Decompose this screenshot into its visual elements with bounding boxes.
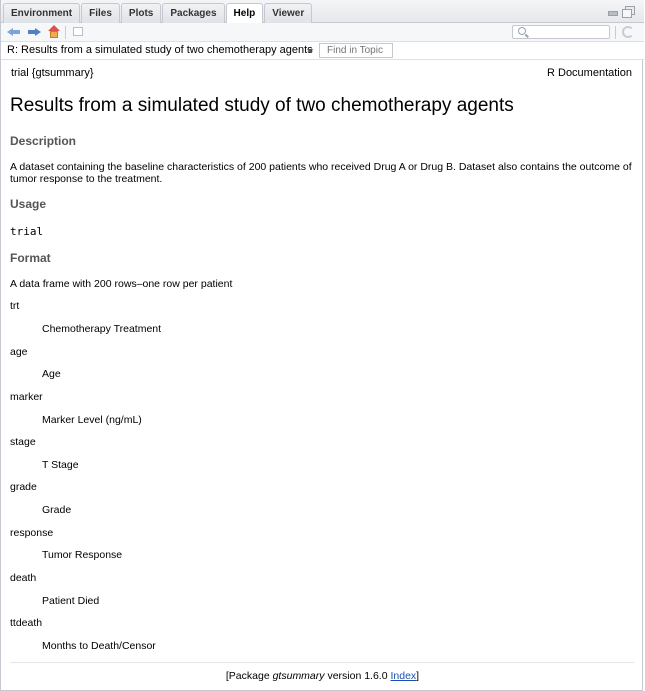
refresh-icon[interactable] xyxy=(622,26,634,38)
term-marker: marker xyxy=(10,391,43,403)
back-arrow-icon[interactable] xyxy=(7,25,21,39)
footer-prefix: [Package xyxy=(225,670,273,682)
home-icon[interactable] xyxy=(47,25,61,39)
minimize-icon[interactable] xyxy=(607,6,619,17)
description-heading: Description xyxy=(10,134,77,148)
doc-header-right: R Documentation xyxy=(547,67,632,79)
topic-bar xyxy=(1,42,644,60)
footer-suffix: ] xyxy=(416,670,420,682)
home-body xyxy=(50,31,58,38)
def-age: Age xyxy=(42,368,61,380)
def-marker: Marker Level (ng/mL) xyxy=(42,414,142,426)
forward-arrow-icon[interactable] xyxy=(27,25,41,39)
doc-header-left: trial {gtsummary} xyxy=(11,67,94,79)
def-grade: Grade xyxy=(42,504,72,516)
def-trt: Chemotherapy Treatment xyxy=(42,323,162,335)
tabs xyxy=(3,3,313,23)
help-search-input[interactable] xyxy=(512,25,610,39)
def-death: Patient Died xyxy=(42,595,100,607)
page-title: Results from a simulated study of two chemotherapy agents xyxy=(10,95,514,116)
tab-packages[interactable]: Packages xyxy=(162,3,224,23)
tab-plots[interactable]: Plots xyxy=(121,3,161,23)
search-icon xyxy=(518,27,526,35)
usage-code: trial xyxy=(10,225,44,238)
toolbar-separator xyxy=(615,26,616,39)
def-ttdeath: Months to Death/Censor xyxy=(42,640,156,652)
index-link[interactable]: Index xyxy=(390,670,417,682)
toolbar-separator xyxy=(65,26,66,39)
term-grade: grade xyxy=(10,481,37,493)
help-document xyxy=(1,61,644,691)
footer-version: version 1.6.0 xyxy=(324,670,391,682)
term-response: response xyxy=(10,527,54,539)
maximize-icon[interactable] xyxy=(622,6,634,17)
help-toolbar xyxy=(1,23,644,42)
term-trt: trt xyxy=(10,300,20,312)
tab-help[interactable]: Help xyxy=(226,3,264,24)
doc-header xyxy=(11,67,632,81)
description-text: A dataset containing the baseline characteristics of 200 patients who received Drug A or Drug B. Dataset also contains the outcome of tumor response to the treatment. xyxy=(10,161,632,185)
tab-files[interactable]: Files xyxy=(81,3,120,23)
tab-bar xyxy=(1,0,644,23)
topic-title-dropdown[interactable]: R: Results from a simulated study of two chemotherapy agents xyxy=(7,44,313,56)
window-controls xyxy=(607,6,634,17)
term-ttdeath: ttdeath xyxy=(10,617,43,629)
tab-viewer[interactable]: Viewer xyxy=(264,3,312,23)
chevron-down-icon[interactable] xyxy=(307,49,313,53)
doc-footer xyxy=(1,670,644,682)
footer-package-name: gtsummary xyxy=(272,670,325,682)
find-in-topic-input[interactable] xyxy=(319,43,393,58)
def-stage: T Stage xyxy=(42,459,79,471)
format-text: A data frame with 200 rows–one row per patient xyxy=(10,278,233,290)
popout-box xyxy=(73,27,83,36)
usage-heading: Usage xyxy=(10,197,47,211)
popout-icon[interactable] xyxy=(71,25,85,39)
format-heading: Format xyxy=(10,251,51,265)
tab-environment[interactable]: Environment xyxy=(3,3,80,23)
term-stage: stage xyxy=(10,436,36,448)
def-response: Tumor Response xyxy=(42,549,123,561)
term-death: death xyxy=(10,572,37,584)
footer-divider xyxy=(10,662,634,663)
term-age: age xyxy=(10,346,28,358)
